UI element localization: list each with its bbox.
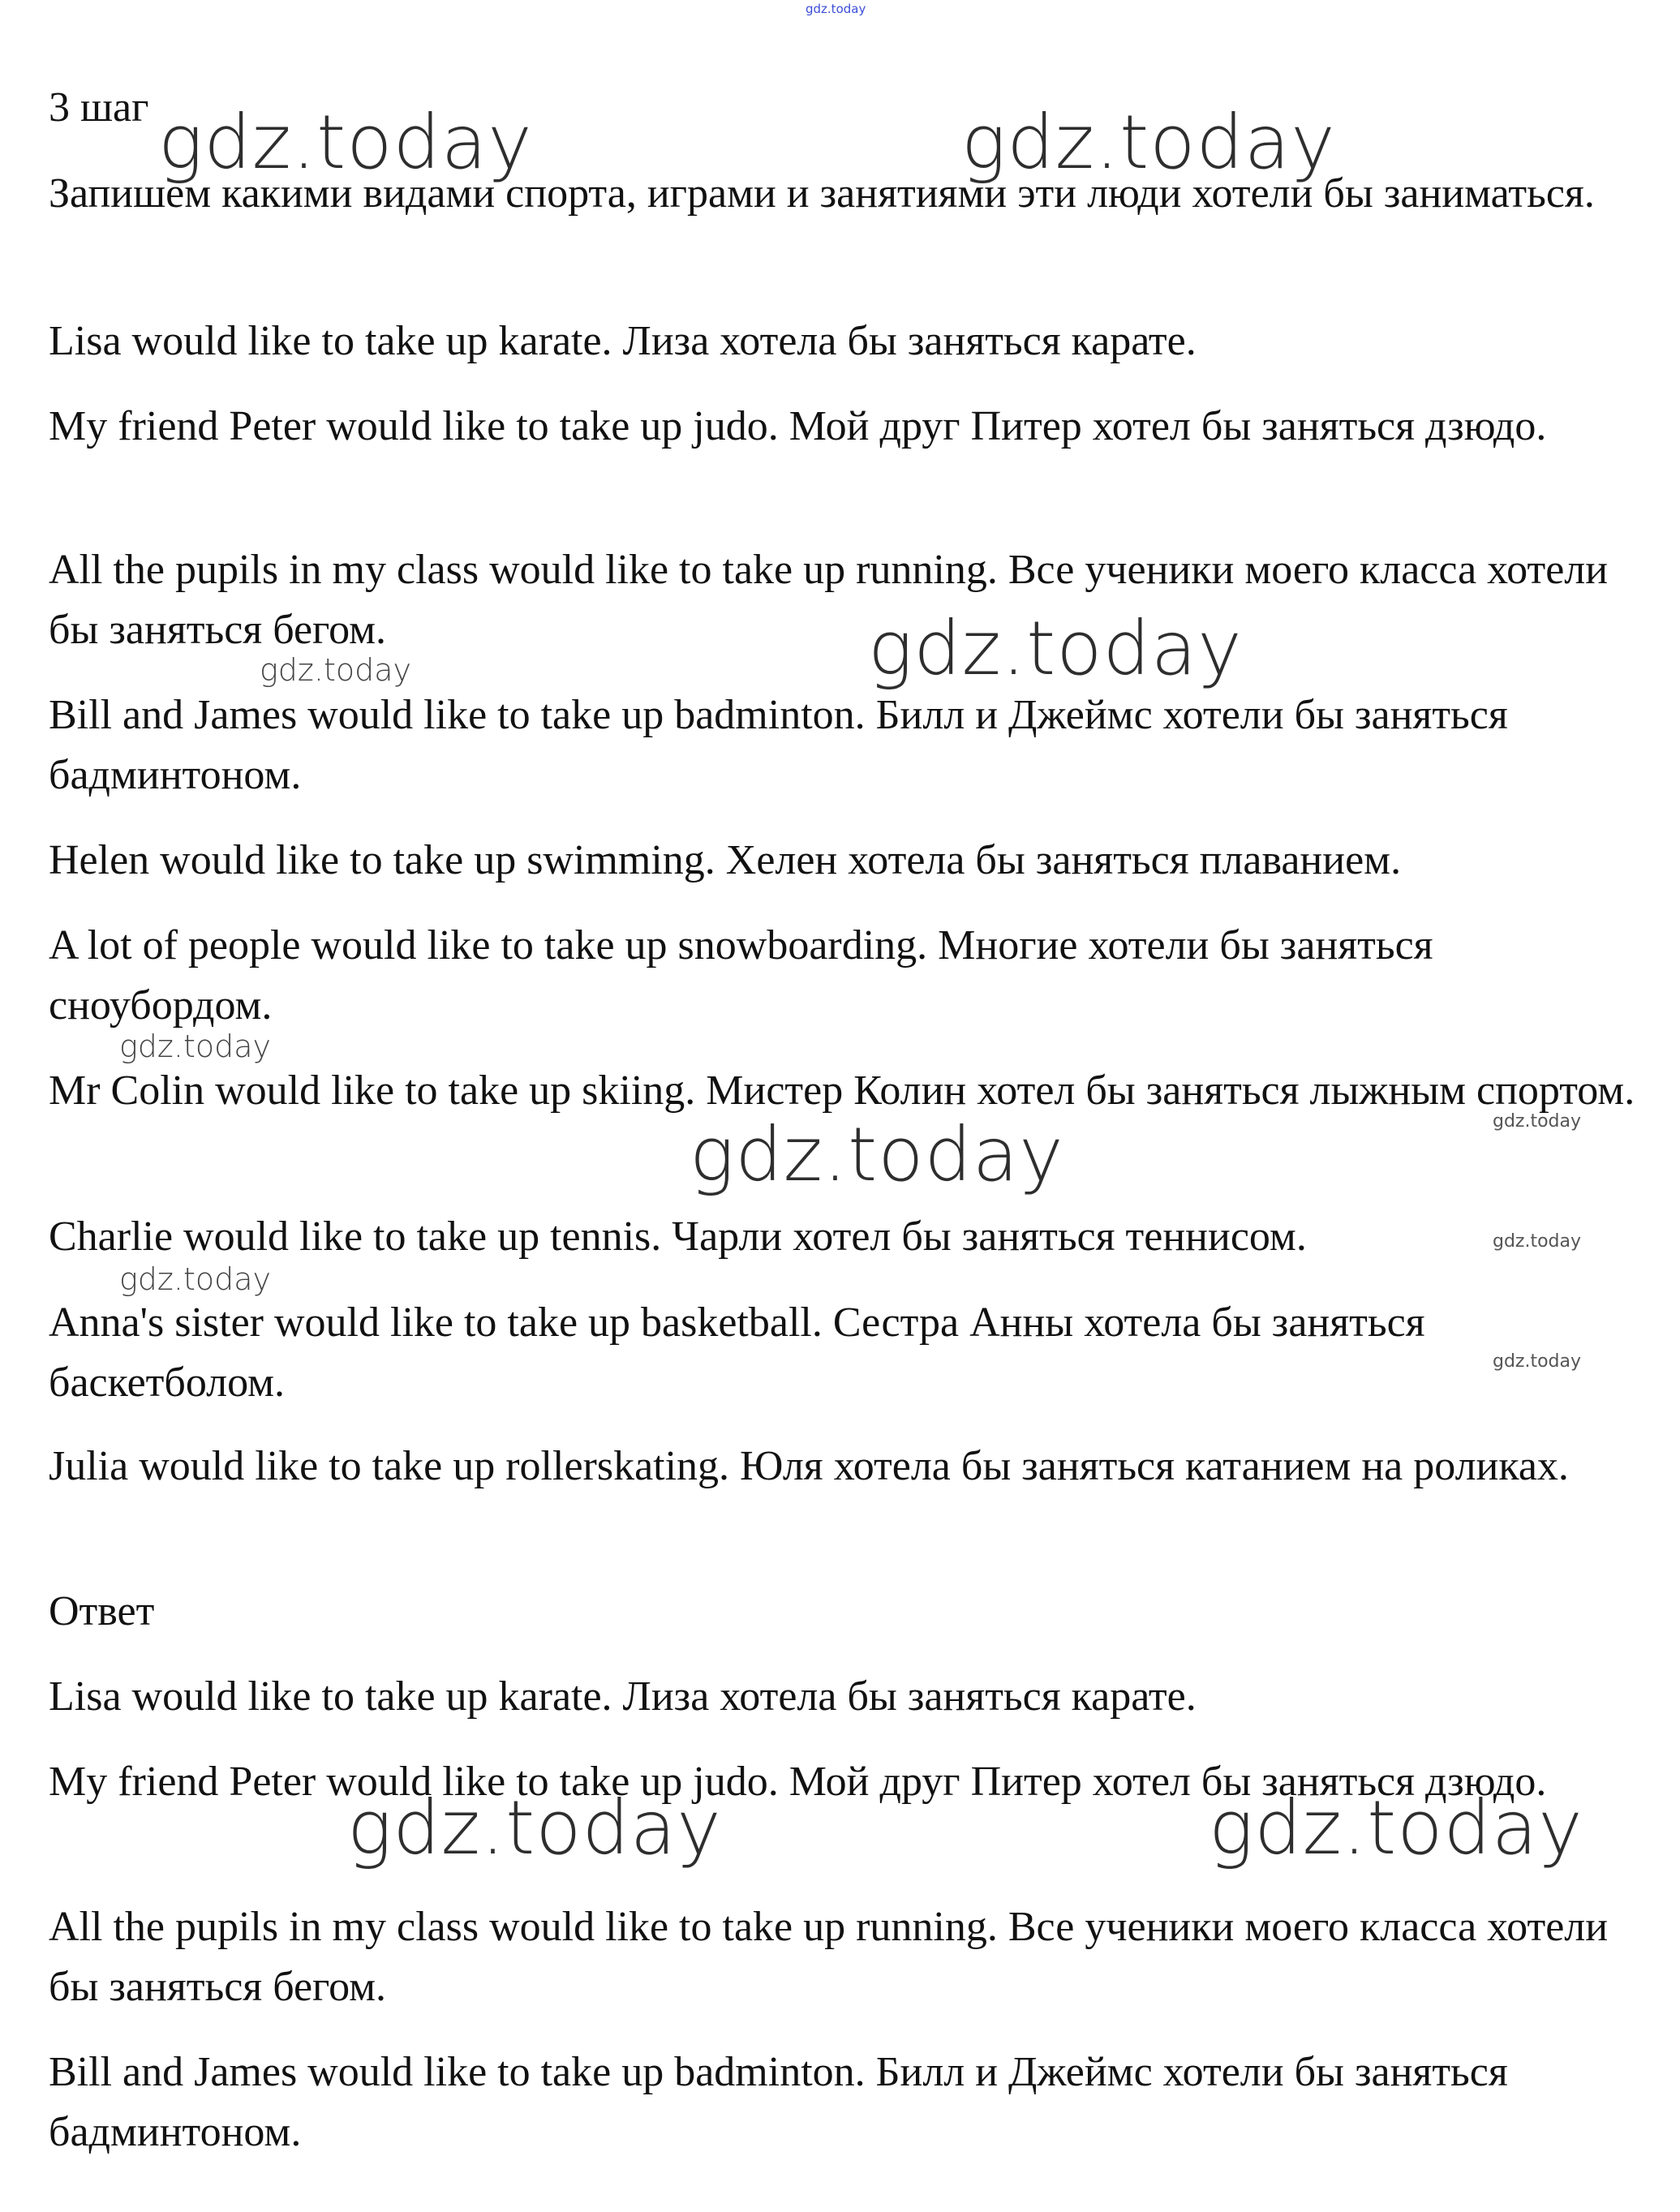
answer-sentence-peter: My friend Peter would like to take up judo. Мой друг Питер хотел бы заняться дзюдо. [49, 1759, 1547, 1805]
sentence-anna-sister: Anna's sister would like to take up basketball. Сестра Анны хотела бы заняться баскетболом. [49, 1299, 1425, 1406]
answer-sentence-bill-james: Bill and James would like to take up badminton. Билл и Джеймс хотели бы заняться бадминтоном. [49, 2049, 1508, 2155]
sentence-colin: Mr Colin would like to take up skiing. Мистер Колин хотел бы заняться лыжным спортом. [49, 1067, 1635, 1114]
sentence-helen: Helen would like to take up swimming. Хелен хотела бы заняться плаванием. [49, 837, 1402, 883]
sentence-peter: My friend Peter would like to take up judo. Мой друг Питер хотел бы заняться дзюдо. [49, 403, 1547, 449]
answer-sentence-lisa: Lisa would like to take up karate. Лиза хотела бы заняться карате. [49, 1673, 1197, 1720]
watermark-small-1: gdz.today [1493, 1111, 1582, 1132]
sentence-people: A lot of people would like to take up snowboarding. Многие хотели бы заняться сноубордом. [49, 922, 1433, 1029]
answer-sentence-pupils: All the pupils in my class would like to take up running. Все ученики моего класса хотели бы заняться бегом. [49, 1904, 1609, 2010]
answer-heading: Ответ [49, 1588, 155, 1634]
intro-paragraph: Запишем какими видами спорта, играми и занятиями эти люди хотели бы заниматься. [49, 170, 1595, 217]
sentence-julia: Julia would like to take up rollerskating. Юля хотела бы заняться катанием на роликах. [49, 1443, 1569, 1489]
watermark-medium-2: gdz.today [119, 1029, 271, 1064]
watermark-top: gdz.today [806, 2, 866, 16]
watermark-large-1: gdz.today [158, 99, 533, 186]
sentence-pupils: All the pupils in my class would like to take up running. Все ученики моего класса хотели бы заняться бегом. [49, 547, 1609, 653]
watermark-large-3: gdz.today [868, 605, 1243, 692]
watermark-medium-1: gdz.today [260, 652, 411, 688]
watermark-small-2: gdz.today [1493, 1231, 1582, 1252]
watermark-medium-3: gdz.today [119, 1261, 271, 1297]
step-heading: 3 шаг [49, 84, 149, 131]
watermark-small-3: gdz.today [1493, 1351, 1582, 1372]
watermark-large-4: gdz.today [690, 1111, 1064, 1198]
watermark-large-6: gdz.today [1209, 1785, 1583, 1871]
sentence-lisa: Lisa would like to take up karate. Лиза хотела бы заняться карате. [49, 318, 1197, 364]
watermark-large-5: gdz.today [347, 1785, 722, 1871]
sentence-charlie: Charlie would like to take up tennis. Чарли хотел бы заняться теннисом. [49, 1213, 1307, 1260]
sentence-bill-james: Bill and James would like to take up badminton. Билл и Джеймс хотели бы заняться бадминтоном. [49, 692, 1508, 798]
watermark-large-2: gdz.today [961, 99, 1336, 186]
